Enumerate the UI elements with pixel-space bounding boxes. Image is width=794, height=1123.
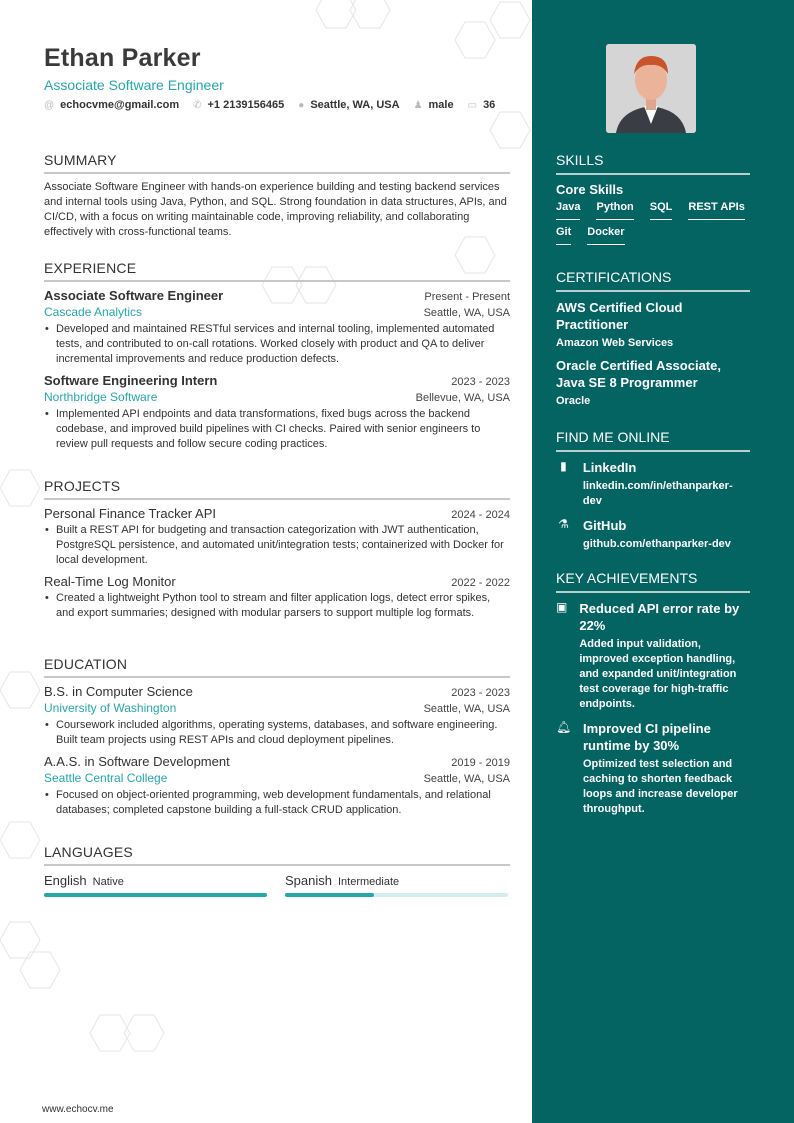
section-heading: FIND ME ONLINE xyxy=(556,429,750,452)
bullet: • Focused on object-oriented programming, web development fundamentals, and relational databases; completed capstone building a full-stack CRUD application. xyxy=(44,788,510,818)
company: Cascade Analytics xyxy=(44,305,143,319)
email[interactable]: echocvme@gmail.com xyxy=(60,99,180,111)
proficiency-bar xyxy=(44,893,267,897)
proficiency-fill xyxy=(285,893,374,897)
experience-item xyxy=(44,373,510,452)
gender: male xyxy=(428,99,454,111)
skill-chip: REST APIs xyxy=(688,201,744,220)
bullet: • Created a lightweight Python tool to stream and filter application logs, detect error spikes, and export summaries; designed with modular parsers to support multiple log formats. xyxy=(44,591,510,621)
calendar-icon: ▭ xyxy=(467,99,478,111)
online-item xyxy=(556,517,750,552)
school: Seattle Central College xyxy=(44,771,168,785)
degree: B.S. in Computer Science xyxy=(44,684,193,699)
achievement-item xyxy=(556,600,750,712)
education-section xyxy=(44,656,510,824)
achievements-section xyxy=(556,570,750,825)
dates: 2023 - 2023 xyxy=(451,687,510,699)
achievement-text: Added input validation, improved exception handling, and expanded unit/integration test coverage for high-traffic endpoints. xyxy=(579,638,737,710)
bell-icon: 🔔︎ xyxy=(556,720,572,734)
section-heading: SKILLS xyxy=(556,152,750,175)
link-url[interactable]: github.com/ethanparker-dev xyxy=(583,538,731,550)
bullet: • Coursework included algorithms, operating systems, databases, and software engineering. Built team projects using REST APIs and cloud deployment pipelines. xyxy=(44,718,510,748)
bullet: • Developed and maintained RESTful services and internal tooling, implemented automated tests, and contributed to on-call rotations. Worked closely with product and QA to deliver incremental improvements and reduce production defects. xyxy=(44,322,510,367)
section-heading: PROJECTS xyxy=(44,478,510,500)
certification-issuer: Oracle xyxy=(556,395,591,407)
certifications-section xyxy=(556,269,750,415)
dates: Present - Present xyxy=(424,291,510,303)
location-pin-icon: ● xyxy=(298,99,305,111)
position-title: Associate Software Engineer xyxy=(44,288,224,303)
location: Seattle, WA, USA xyxy=(423,773,510,785)
experience-section xyxy=(44,260,510,458)
education-item xyxy=(44,684,510,748)
contact-info xyxy=(44,99,510,111)
experience-item xyxy=(44,288,510,367)
section-heading: LANGUAGES xyxy=(44,844,510,866)
achievement-title: Improved CI pipeline runtime by 30% xyxy=(583,721,711,753)
achievement-item xyxy=(556,720,750,817)
person-icon: ♟ xyxy=(413,99,423,111)
location: Seattle, WA, USA xyxy=(423,703,510,715)
language-item xyxy=(44,872,267,897)
section-heading: SUMMARY xyxy=(44,152,510,174)
language-item xyxy=(285,872,508,897)
dates: 2023 - 2023 xyxy=(451,376,510,388)
section-heading: KEY ACHIEVEMENTS xyxy=(556,570,750,593)
dates: 2024 - 2024 xyxy=(451,509,510,521)
project-title: Personal Finance Tracker API xyxy=(44,506,216,521)
location: Seattle, WA, USA xyxy=(310,99,400,111)
achievement-title: Reduced API error rate by 22% xyxy=(579,601,740,633)
project-title: Real-Time Log Monitor xyxy=(44,574,176,589)
phone[interactable]: +1 2139156465 xyxy=(207,99,285,111)
skill-chip: Python xyxy=(596,201,633,220)
certification-issuer: Amazon Web Services xyxy=(556,337,674,349)
age: 36 xyxy=(483,99,496,111)
sidebar xyxy=(532,0,794,1123)
degree: A.A.S. in Software Development xyxy=(44,754,230,769)
language-level: Intermediate xyxy=(337,876,400,888)
link-url[interactable]: linkedin.com/in/ethanparker-dev xyxy=(582,480,733,507)
profile-photo xyxy=(606,44,696,133)
skill-chip: Docker xyxy=(587,226,624,245)
link-label: GitHub xyxy=(583,518,627,533)
candidate-name: Ethan Parker xyxy=(44,44,201,72)
language-level: Native xyxy=(92,876,124,888)
location: Seattle, WA, USA xyxy=(423,307,510,319)
project-item xyxy=(44,506,510,568)
certification-name: AWS Certified Cloud Practitioner xyxy=(556,300,683,332)
monitor-icon: ▣ xyxy=(556,600,568,614)
section-heading: EDUCATION xyxy=(44,656,510,678)
header xyxy=(44,44,510,111)
section-heading: EXPERIENCE xyxy=(44,260,510,282)
flask-icon: ⚗ xyxy=(558,517,569,531)
link-label: LinkedIn xyxy=(582,460,637,475)
footer-link[interactable]: www.echocv.me xyxy=(42,1104,114,1115)
job-title: Associate Software Engineer xyxy=(44,77,224,93)
phone-icon: ✆ xyxy=(193,99,202,111)
skill-chip: SQL xyxy=(650,201,673,220)
online-section xyxy=(556,429,750,560)
online-item xyxy=(556,459,750,509)
certification-name: Oracle Certified Associate, Java SE 8 Programmer xyxy=(556,358,721,390)
dates: 2019 - 2019 xyxy=(451,757,510,769)
company: Northbridge Software xyxy=(44,390,158,404)
skill-group: Core Skills xyxy=(556,182,624,197)
languages-section xyxy=(44,844,510,897)
skill-chip: Git xyxy=(556,226,571,245)
language-name: English xyxy=(44,873,87,888)
bullet: • Built a REST API for budgeting and transaction categorization with JWT authentication, PostgreSQL persistence, and automated unit/integration tests; containerized with Docker for local development. xyxy=(44,523,510,568)
summary-text: Associate Software Engineer with hands-on experience building and testing backend services and internal tools using Java, Python, and SQL. Strong foundation in data structures, APIs, and CI/CD, with a focus on writing maintainable code, improving reliability, and collaborating effectively with cross-functional teams. xyxy=(44,181,507,238)
proficiency-fill xyxy=(44,893,267,897)
dates: 2022 - 2022 xyxy=(451,577,510,589)
project-item xyxy=(44,574,510,621)
bullet: • Implemented API endpoints and data transformations, fixed bugs across the backend codebase, and improved build pipelines with CI checks. Paired with senior engineers to review pull requests and follow secure coding practices. xyxy=(44,407,510,452)
summary-section xyxy=(44,152,510,240)
location: Bellevue, WA, USA xyxy=(415,392,510,404)
school: University of Washington xyxy=(44,701,177,715)
proficiency-bar xyxy=(285,893,508,897)
projects-section xyxy=(44,478,510,627)
education-item xyxy=(44,754,510,818)
position-title: Software Engineering Intern xyxy=(44,373,218,388)
achievement-text: Optimized test selection and caching to shorten feedback loops and increase developer throughput. xyxy=(583,758,738,815)
section-heading: CERTIFICATIONS xyxy=(556,269,750,292)
at-icon: @ xyxy=(44,99,55,111)
skills-section xyxy=(556,152,750,245)
bar-chart-icon: ▮ xyxy=(560,459,567,473)
language-name: Spanish xyxy=(285,873,332,888)
skill-chip: Java xyxy=(556,201,580,220)
